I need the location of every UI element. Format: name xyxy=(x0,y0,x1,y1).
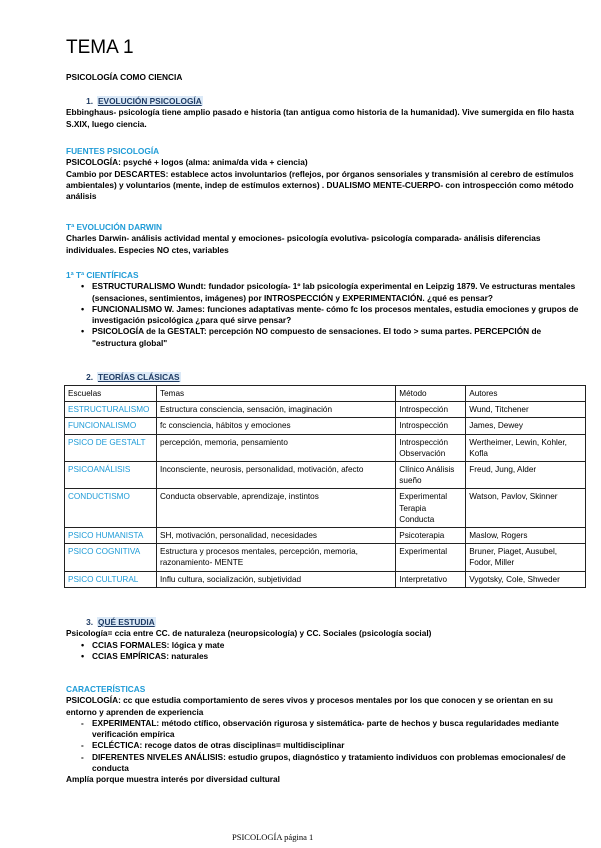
section-label: EVOLUCIÓN PSICOLOGÍA xyxy=(98,96,202,106)
authors-cell: Vygotsky, Cole, Shweder xyxy=(466,571,586,587)
section-teorias xyxy=(66,372,586,383)
theories-table xyxy=(64,385,586,588)
section-label: TEORÍAS CLÁSICAS xyxy=(98,372,180,382)
section-evolucion xyxy=(66,96,586,130)
section-number: 2. xyxy=(86,372,93,382)
bullet-list xyxy=(66,281,586,349)
page-footer: PSICOLOGÍA página 1 xyxy=(232,832,314,842)
subsection-heading: 1ª Tª CIENTÍFICAS xyxy=(66,270,139,280)
topics-cell: percepción, memoria, pensamiento xyxy=(156,434,395,461)
paragraph: PSICOLOGÍA: psyché + logos (alma: anima/da vida + ciencia) xyxy=(66,157,308,168)
table-row xyxy=(65,434,586,461)
column-header: Escuelas xyxy=(65,386,157,402)
column-header: Autores xyxy=(466,386,586,402)
method-cell: Experimental xyxy=(396,544,466,571)
topics-cell: SH, motivación, personalidad, necesidades xyxy=(156,528,395,544)
table-header-row xyxy=(65,386,586,402)
table-row xyxy=(65,489,586,528)
school-cell: CONDUCTISMO xyxy=(65,489,157,528)
method-cell: Experimental Terapia Conducta xyxy=(396,489,466,528)
school-cell: ESTRUCTURALISMO xyxy=(65,402,157,418)
topics-cell: fc consciencia, hábitos y emociones xyxy=(156,418,395,434)
page-title: TEMA 1 xyxy=(66,37,134,58)
subsection-heading: CARACTERÍSTICAS xyxy=(66,684,146,694)
list-item: • ESTRUCTURALISMO Wundt: fundador psicología- 1º lab psicología experimental en Leipzig 1879. Ve estructuras mentales (sensaciones, sentimientos, imágenes) por INTROSPECCIÓN y EXPERIMENTACIÓN. ¿qué es pensar? xyxy=(92,281,586,304)
topics-cell: Conducta observable, aprendizaje, instintos xyxy=(156,489,395,528)
table-row xyxy=(65,544,586,571)
section-que-estudia xyxy=(66,617,586,662)
list-item: • FUNCIONALISMO W. James: funciones adaptativas mente- cómo fc los procesos mentales, estudia emociones y grupos de investigación psicológica ¿para qué sirve pensar? xyxy=(92,304,586,327)
list-item: • CCIAS FORMALES: lógica y mate xyxy=(92,640,586,651)
authors-cell: Wertheimer, Lewin, Kohler, Kofla xyxy=(466,434,586,461)
school-cell: PSICO CULTURAL xyxy=(65,571,157,587)
table-row xyxy=(65,418,586,434)
method-cell: Clínico Análisis sueño xyxy=(396,462,466,489)
section-heading xyxy=(66,96,586,107)
table-row xyxy=(65,402,586,418)
section-darwin xyxy=(66,222,586,256)
list-item: - EXPERIMENTAL: método ctífico, observación rigurosa y sistemática- parte de hechos y busca regularidades mediante verificación empírica xyxy=(92,718,586,741)
page-subtitle: PSICOLOGÍA COMO CIENCIA xyxy=(66,72,183,82)
school-cell: PSICO COGNITIVA xyxy=(65,544,157,571)
authors-cell: Bruner, Piaget, Ausubel, Fodor, Miller xyxy=(466,544,586,571)
section-heading xyxy=(66,617,586,628)
section-caracteristicas xyxy=(66,684,586,786)
list-item: • CCIAS EMPÍRICAS: naturales xyxy=(92,651,586,662)
school-cell: PSICO HUMANISTA xyxy=(65,528,157,544)
authors-cell: Watson, Pavlov, Skinner xyxy=(466,489,586,528)
list-item: • PSICOLOGÍA de la GESTALT: percepción NO compuesto de sensaciones. El todo > suma partes. PERCEPCIÓN de "estructura global" xyxy=(92,326,586,349)
section-label: QUÉ ESTUDIA xyxy=(98,617,155,627)
table-row xyxy=(65,571,586,587)
paragraph: Charles Darwin- análisis actividad mental y emociones- psicología evolutiva- psicología comparada- análisis diferencias individuales. Especies NO ctes, variables xyxy=(66,233,541,255)
table-row xyxy=(65,528,586,544)
column-header: Temas xyxy=(156,386,395,402)
section-heading xyxy=(66,372,586,383)
topics-cell: Estructura consciencia, sensación, imaginación xyxy=(156,402,395,418)
school-cell: FUNCIONALISMO xyxy=(65,418,157,434)
paragraph: Amplía porque muestra interés por diversidad cultural xyxy=(66,774,280,785)
school-cell: PSICOANÁLISIS xyxy=(65,462,157,489)
section-cientificas xyxy=(66,270,586,349)
school-cell: PSICO DE GESTALT xyxy=(65,434,157,461)
subsection-heading: Tª EVOLUCIÓN DARWIN xyxy=(66,222,163,232)
authors-cell: James, Dewey xyxy=(466,418,586,434)
paragraph: Ebbinghaus- psicología tiene amplio pasado e historia (tan antigua como historia de la humanidad). Vive sumergida en filo hasta S.XIX, luego ciencia. xyxy=(66,107,574,129)
bullet-list xyxy=(66,640,586,663)
dash-list xyxy=(66,718,586,774)
paragraph: PSICOLOGÍA: cc que estudia comportamiento de seres vivos y procesos mentales por los que conocen y se orientan en su entorno y aprenden de experiencia xyxy=(66,695,553,717)
list-item: - DIFERENTES NIVELES ANÁLISIS: estudio grupos, diagnóstico y tratamiento individuos con problemas emocionales/ de conducta xyxy=(92,752,586,775)
section-number: 3. xyxy=(86,617,93,627)
method-cell: Introspección Observación xyxy=(396,434,466,461)
authors-cell: Maslow, Rogers xyxy=(466,528,586,544)
topics-cell: Estructura y procesos mentales, percepción, memoria, razonamiento- MENTE xyxy=(156,544,395,571)
method-cell: Introspección xyxy=(396,418,466,434)
method-cell: Psicoterapia xyxy=(396,528,466,544)
paragraph: Cambio por DESCARTES: establece actos involuntarios (reflejos, por órganos sensoriales y transmisión al cerebro de estímulos ambientales) y voluntarios (mente, indep de estímulos externos) . DUALISMO MENTE-CUERPO- con introspección como método análisis xyxy=(66,168,574,202)
column-header: Método xyxy=(396,386,466,402)
topics-cell: Influ cultura, socialización, subjetividad xyxy=(156,571,395,587)
table-row xyxy=(65,462,586,489)
method-cell: Introspección xyxy=(396,402,466,418)
authors-cell: Freud, Jung, Alder xyxy=(466,462,586,489)
paragraph: Psicología= ccia entre CC. de naturaleza (neuropsicología) y CC. Sociales (psicología social) xyxy=(66,628,432,639)
list-item: - ECLÉCTICA: recoge datos de otras disciplinas= multidisciplinar xyxy=(92,740,586,751)
authors-cell: Wund, Titchener xyxy=(466,402,586,418)
section-fuentes xyxy=(66,146,586,202)
method-cell: Interpretativo xyxy=(396,571,466,587)
topics-cell: Inconsciente, neurosis, personalidad, motivación, afecto xyxy=(156,462,395,489)
section-number: 1. xyxy=(86,96,93,106)
subsection-heading: FUENTES PSICOLOGÍA xyxy=(66,146,160,156)
